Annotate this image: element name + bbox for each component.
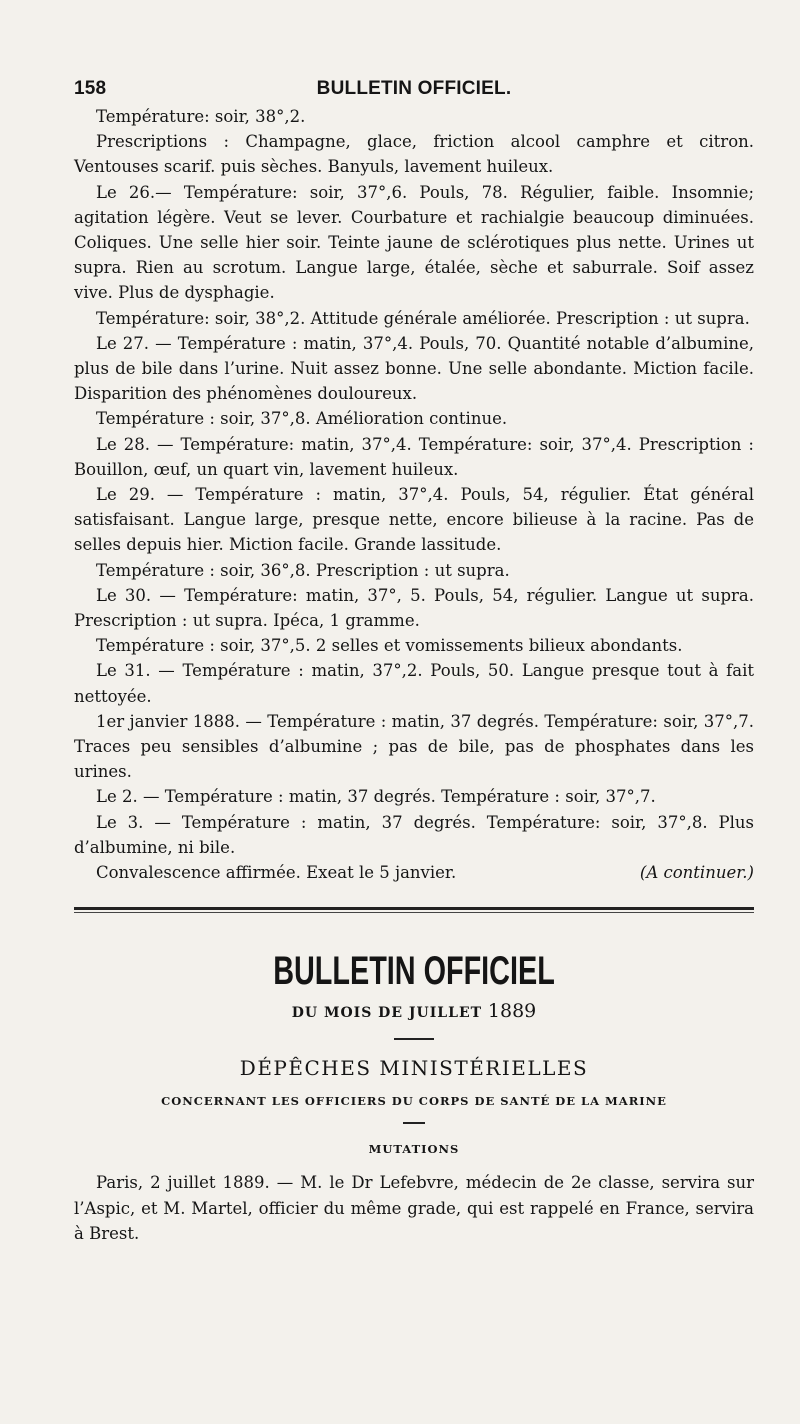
paragraph: Température : soir, 37°,8. Amélioration continue.: [96, 409, 508, 429]
dispatches-subtitle: CONCERNANT LES OFFICIERS DU CORPS DE SANTÉ DE LA MARINE: [161, 1094, 667, 1109]
small-divider: [394, 1038, 434, 1040]
paragraph: Le 31. — Température : matin, 37°,2. Pouls, 50. Langue presque tout à fait nettoyée.: [74, 661, 754, 706]
paragraph: Le 27. — Température : matin, 37°,4. Pouls, 70. Quantité notable d’albumine, plus de bile dans l’urine. Nuit assez bonne. Une selle abondante. Miction facile. Disparition des phénomènes douloureux.: [74, 333, 754, 404]
paragraph: Le 30. — Température: matin, 37°, 5. Pouls, 54, régulier. Langue ut supra. Prescription : ut supra. Ipéca, 1 gramme.: [74, 585, 754, 631]
paragraph: Le 2. — Température : matin, 37 degrés. Température : soir, 37°,7.: [96, 787, 656, 807]
page: [74, 78, 754, 1246]
body-text: [74, 104, 754, 885]
paragraph: Température: soir, 38°,2.: [96, 107, 306, 126]
dispatches-title: DÉPÊCHES MINISTÉRIELLES: [239, 1056, 589, 1081]
subtitle-prefix: DU MOIS DE JUILLET: [291, 1005, 483, 1022]
paragraph: Le 3. — Température : matin, 37 degrés. Température: soir, 37°,8. Plus d’albumine, ni bile.: [74, 812, 754, 857]
paragraph: Le 29. — Température : matin, 37°,4. Pouls, 54, régulier. État général satisfaisant. Langue large, presque nette, encore bilieuse à la racine. Pas de selles depuis hier. Miction facile. Grande lassitude.: [74, 485, 754, 555]
section-title: BULLETIN OFFICIEL: [273, 949, 555, 994]
closing-line: [74, 860, 754, 885]
paragraph: Température : soir, 37°,5. 2 selles et vomissements bilieux abondants.: [96, 636, 683, 656]
subtitle-year: 1889: [487, 1000, 537, 1023]
paragraph: Prescriptions : Champagne, glace, friction alcool camphre et citron. Ventouses scarif. puis sèches. Banyuls, lavement huileux.: [74, 132, 754, 177]
closing-line-left: Convalescence affirmée. Exeat le 5 janvier.: [96, 863, 457, 883]
final-paragraph: Paris, 2 juillet 1889. — M. le Dr Lefebvre, médecin de 2e classe, servira sur l’Aspic, et M. Martel, officier du même grade, qui est rappelé en France, servira à Brest.: [74, 1173, 754, 1243]
mutations-heading: MUTATIONS: [368, 1142, 460, 1157]
paragraph: Le 26.— Température: soir, 37°,6. Pouls, 78. Régulier, faible. Insomnie; agitation légère. Veut se lever. Courbature et rachialgie beaucoup diminuées. Coliques. Une selle hier soir. Teinte jaune de sclérotiques plus nette. Urines ut supra. Rien au scrotum. Langue large, étalée, sèche et saburrale. Soif assez vive. Plus de dysphagie.: [74, 182, 754, 303]
small-divider-2: [403, 1122, 425, 1124]
running-title: BULLETIN OFFICIEL.: [316, 78, 512, 99]
paragraph: Température: soir, 38°,2. Attitude générale améliorée. Prescription : ut supra.: [96, 308, 750, 328]
paragraph: Température : soir, 36°,8. Prescription : ut supra.: [96, 560, 510, 580]
section-divider: [74, 907, 754, 913]
running-header: [74, 78, 754, 100]
paragraph: Le 28. — Température: matin, 37°,4. Température: soir, 37°,4. Prescription : Bouillon, œuf, un quart vin, lavement huileux.: [74, 434, 754, 479]
paragraph: 1er janvier 1888. — Température : matin, 37 degrés. Température: soir, 37°,7. Traces peu sensibles d’albumine ; pas de bile, pas de phosphates dans les urines.: [74, 711, 754, 782]
final-text: [74, 1170, 754, 1246]
closing-line-right: (A continuer.): [639, 863, 754, 883]
section-subtitle: [74, 1000, 754, 1022]
page-number: 158: [74, 78, 107, 99]
